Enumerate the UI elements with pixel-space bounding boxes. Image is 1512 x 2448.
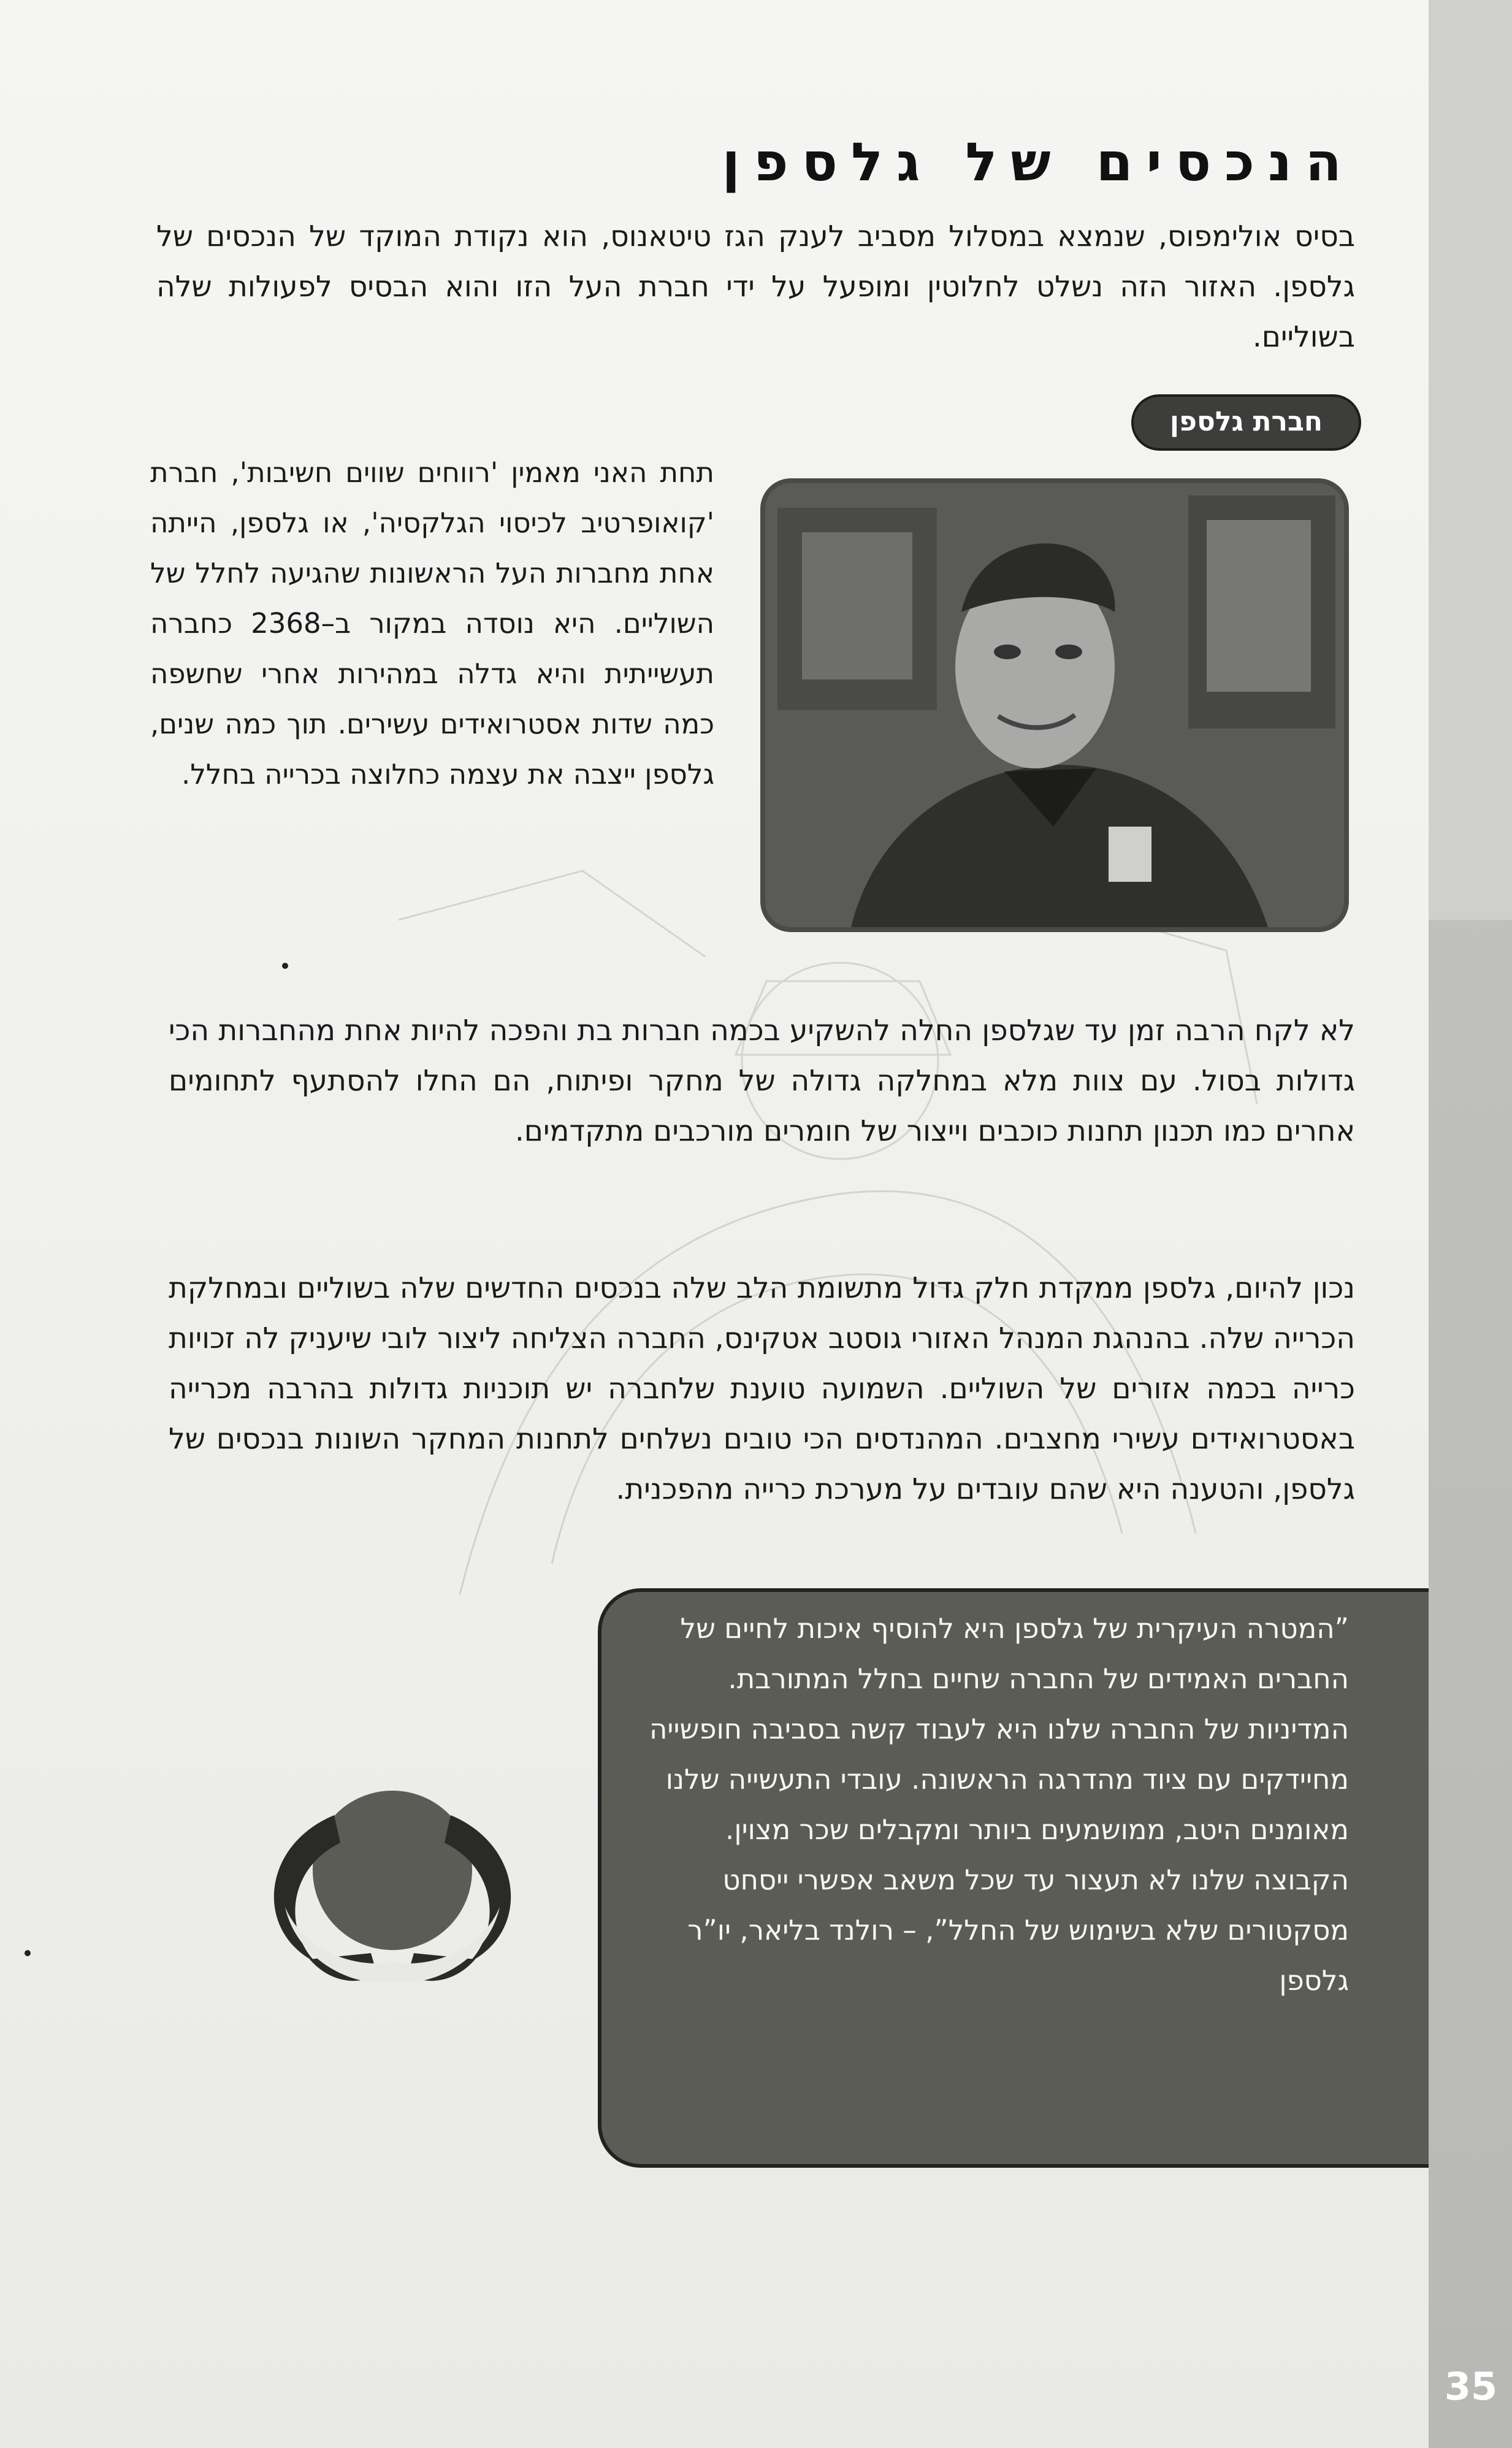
executive-portrait-illustration: [765, 483, 1344, 927]
page-title: הנכסים של גלספן: [722, 132, 1355, 193]
stray-dot: [25, 1950, 31, 1956]
executive-photo: [760, 478, 1349, 932]
company-history-paragraph: תחת האני מאמין 'רווחים שווים חשיבות', חברת 'קואופרטיב לכיסוי הגלקסיה', או גלספן, הייתה אחת מחברות העל הראשונות שהגיעה לחלל של השוליים. היא נוסדה במקור ב–2368 כחברה תעשייתית והיא גדלה במהירות אחרי שחשפה כמה שדות אסטרואידים עשירים. תוך כמה שנים, גלספן ייצבה את עצמה כחלוצה בכרייה בחלל.: [150, 456, 714, 790]
section-tag: חברת גלספן: [1131, 394, 1361, 451]
glaspan-logo-icon: [248, 1778, 536, 1999]
page-edge-sidebar: [1429, 0, 1512, 2448]
stray-dot: [282, 963, 288, 969]
sidebar-light-band: [1429, 0, 1512, 920]
chairman-quote: ”המטרה העיקרית של גלספן היא להוסיף איכות לחיים של החברים האמידים של החברה שחיים בחלל המתורבת. המדיניות של החברה שלנו היא לעבוד קשה בסביבה חופשייה מחיידקים עם ציוד מהדרגה הראשונה. עובדי התעשייה שלנו מאומנים היטב, ממושמעים ביותר ומקבלים שכר מצוין. הקבוצה שלנו לא תעצור עד שכל משאב אפשרי ייסחט מסקטורים שלא בשימוש של החלל”, – רולנד בליאר, יו”ר גלספן: [649, 1612, 1349, 1997]
expansion-paragraph: לא לקח הרבה זמן עד שגלספן החלה להשקיע בכמה חברות בת והפכה להיות אחת מהחברות הכי גדולות בסול. עם צוות מלא במחלקה גדולה של מחקר ופיתוח, הם החלו להסתעף לתחומים אחרים כמו תכנון תחנות כוכבים וייצור של חומרים מורכבים מתקדמים.: [169, 1014, 1355, 1148]
current-status-paragraph: נכון להיום, גלספן ממקדת חלק גדול מתשומת הלב שלה בנכסים החדשים שלה בשוליים ובמחלקת הכרייה שלה. בהנהגת המנהל האזורי גוסטב אטקינס, החברה הצליחה ליצור לובי שיעניק לה זכויות כרייה בכמה אזורים של השוליים. השמועה טוענת שלחברה יש תוכניות גדולות בהרבה מכרייה באסטרואידים עשירי מחצבים. המהנדסים הכי טובים נשלחים לתחנות המחקר השונות בנכסים של גלספן, והטענה היא שהם עובדים על מערכת כרייה מהפכנית.: [169, 1271, 1355, 1506]
intro-paragraph: בסיס אולימפוס, שנמצא במסלול מסביב לענק הגז טיטאנוס, הוא נקודת המוקד של הנכסים של גלספן. האזור הזה נשלט לחלוטין ומופעל על ידי חברת העל הזו והוא הבסיס לפעולות שלה בשוליים.: [156, 220, 1355, 354]
page-number: 35: [1444, 2364, 1498, 2409]
